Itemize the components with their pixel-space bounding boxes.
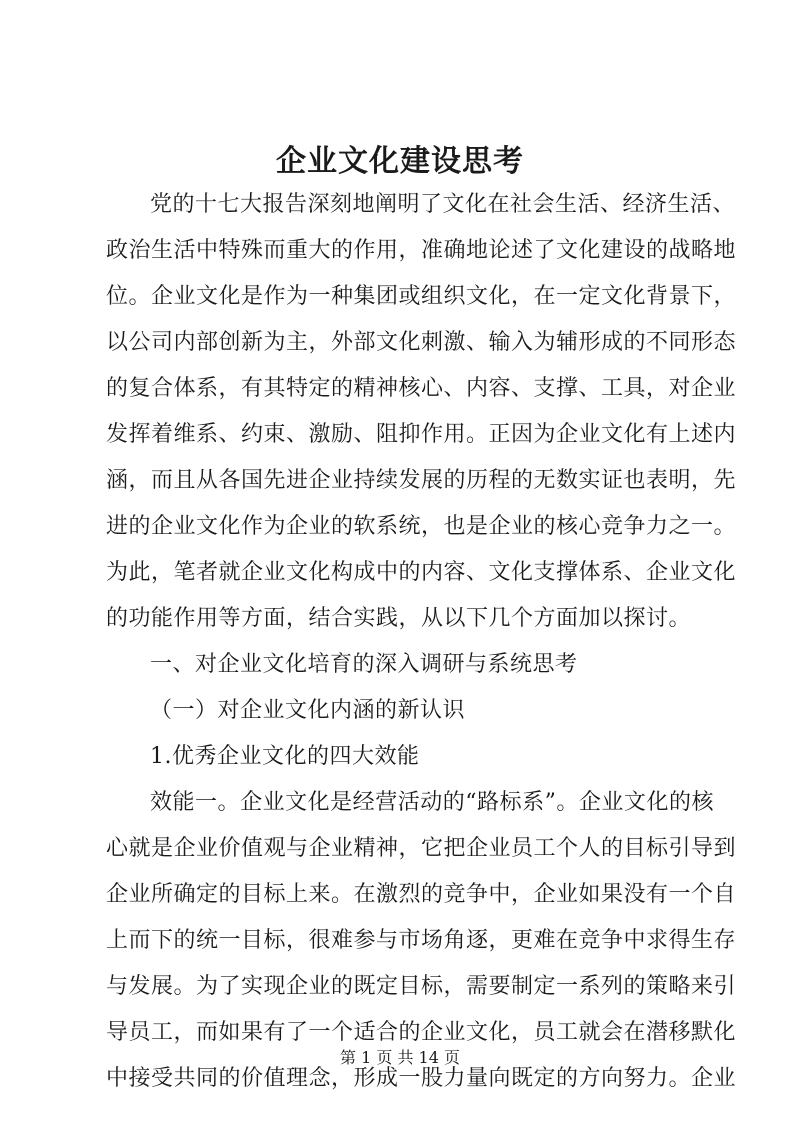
document-body — [106, 182, 737, 1102]
paragraph-line: 发挥着维系、约束、激励、阻抑作用。正因为企业文化有上述内 — [106, 422, 737, 447]
paragraph-line: 党的十七大报告深刻地阐明了文化在社会生活、经济生活、 — [150, 192, 736, 217]
paragraph-line: 与发展。为了实现企业的既定目标，需要制定一系列的策略来引 — [106, 974, 737, 999]
paragraph-line: 中接受共同的价值理念，形成一股力量向既定的方向努力。企业 — [106, 1066, 737, 1091]
subsubsection-heading: 1.优秀企业文化的四大效能 — [150, 744, 420, 769]
paragraph-line: 导员工，而如果有了一个适合的企业文化，员工就会在潜移默化 — [106, 1020, 737, 1045]
page-number-footer: 第 1 页 共 14 页 — [340, 1048, 460, 1067]
paragraph-line: 的复合体系，有其特定的精神核心、内容、支撑、工具，对企业 — [106, 376, 737, 401]
paragraph-line: 位。企业文化是作为一种集团或组织文化，在一定文化背景下， — [106, 284, 737, 309]
paragraph-line: 效能一。企业文化是经营活动的“路标系”。企业文化的核 — [150, 790, 714, 815]
subsection-heading: （一）对企业文化内涵的新认识 — [150, 698, 466, 723]
document-title: 企业文化建设思考 — [276, 144, 524, 179]
paragraph-line: 的功能作用等方面，结合实践，从以下几个方面加以探讨。 — [106, 606, 692, 631]
section-heading: 一、对企业文化培育的深入调研与系统思考 — [150, 652, 578, 677]
paragraph-line: 以公司内部创新为主，外部文化刺激、输入为辅形成的不同形态 — [106, 330, 737, 355]
paragraph-line: 上而下的统一目标，很难参与市场角逐，更难在竞争中求得生存 — [106, 928, 737, 953]
paragraph-line: 政治生活中特殊而重大的作用，准确地论述了文化建设的战略地 — [106, 238, 737, 263]
paragraph-line: 企业所确定的目标上来。在激烈的竞争中，企业如果没有一个自 — [106, 882, 737, 907]
paragraph-line: 心就是企业价值观与企业精神，它把企业员工个人的目标引导到 — [106, 836, 737, 861]
paragraph-line: 涵，而且从各国先进企业持续发展的历程的无数实证也表明，先 — [106, 468, 737, 493]
paragraph-line: 进的企业文化作为企业的软系统，也是企业的核心竞争力之一。 — [106, 514, 737, 539]
paragraph-line: 为此，笔者就企业文化构成中的内容、文化支撑体系、企业文化 — [106, 560, 737, 585]
